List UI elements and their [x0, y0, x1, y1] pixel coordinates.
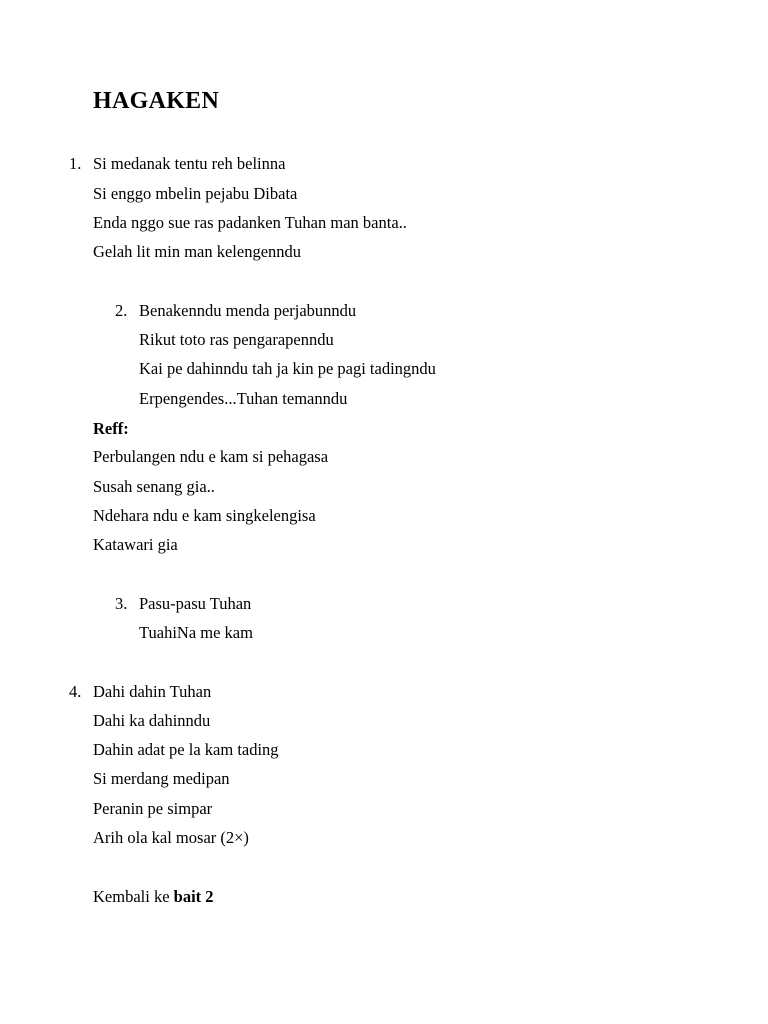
closing-text: Kembali ke	[93, 887, 174, 906]
reff-line-2: Susah senang gia..	[93, 477, 215, 496]
verse-3-line-1: Pasu-pasu Tuhan	[139, 594, 252, 613]
verse-1-line-1: Si medanak tentu reh belinna	[93, 154, 286, 173]
verse-2-line-2: Rikut toto ras pengarapenndu	[139, 330, 334, 349]
song-title: HAGAKEN	[93, 88, 220, 114]
verse-2-number: 2.	[115, 301, 128, 320]
verse-4-line-6: Arih ola kal mosar (2×)	[93, 828, 249, 847]
reff-line-3: Ndehara ndu e kam singkelengisa	[93, 506, 316, 525]
closing-bold: bait 2	[173, 887, 214, 906]
verse-4-line-4: Si merdang medipan	[93, 769, 230, 788]
verse-3-number: 3.	[115, 594, 128, 613]
verse-4-line-3: Dahin adat pe la kam tading	[93, 740, 279, 759]
verse-2-line-3: Kai pe dahinndu tah ja kin pe pagi tadingndu	[139, 359, 436, 378]
verse-1-line-3: Enda nggo sue ras padanken Tuhan man banta..	[93, 213, 407, 232]
verse-4-line-2: Dahi ka dahinndu	[93, 711, 211, 730]
verse-4-line-1: Dahi dahin Tuhan	[93, 682, 212, 701]
verse-4-number: 4.	[69, 682, 82, 701]
verse-4-line-5: Peranin pe simpar	[93, 799, 213, 818]
reff-label: Reff:	[93, 419, 129, 438]
verse-1-line-2: Si enggo mbelin pejabu Dibata	[93, 184, 298, 203]
verse-2-line-4: Erpengendes...Tuhan temanndu	[139, 389, 348, 408]
verse-1-line-4: Gelah lit min man kelengenndu	[93, 242, 302, 261]
verse-1-number: 1.	[69, 154, 82, 173]
verse-3-line-2: TuahiNa me kam	[139, 623, 253, 642]
reff-line-1: Perbulangen ndu e kam si pehagasa	[93, 447, 329, 466]
verse-2-line-1: Benakenndu menda perjabunndu	[139, 301, 357, 320]
reff-line-4: Katawari gia	[93, 535, 178, 554]
closing-note	[93, 887, 214, 907]
